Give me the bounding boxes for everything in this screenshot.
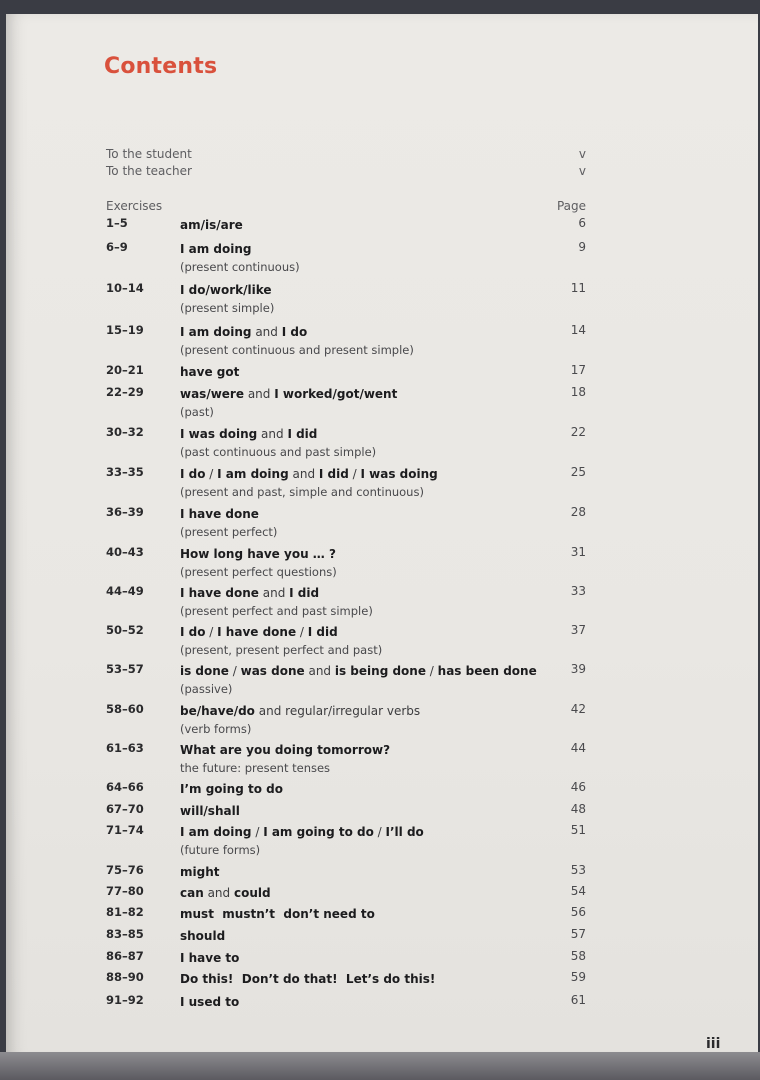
exercise-range: 10–14 — [106, 281, 144, 295]
topic-keyword: I am doing — [180, 825, 252, 839]
topic-title — [180, 323, 540, 341]
topic-title — [180, 970, 540, 988]
topic — [180, 385, 540, 421]
topic-title — [180, 884, 540, 902]
page-number: 37 — [570, 623, 586, 637]
topic — [180, 545, 540, 581]
topic-subtitle: (present perfect and past simple) — [180, 604, 373, 618]
topic — [180, 216, 540, 234]
topic-title — [180, 281, 540, 299]
exercises-header: Exercises — [106, 199, 163, 213]
exercise-range: 33–35 — [106, 465, 144, 479]
intro-row-student — [106, 147, 586, 165]
page-number: 14 — [570, 323, 586, 337]
column-header — [106, 199, 586, 213]
topic-keyword: I am doing — [180, 242, 252, 256]
exercise-range: 44–49 — [106, 584, 144, 598]
topic-connector: / — [425, 664, 438, 678]
topic — [180, 363, 540, 381]
topic-connector: and — [304, 664, 335, 678]
topic-title — [180, 385, 540, 403]
topic-keyword: I am doing — [217, 467, 289, 481]
topic-keyword: I’ll do — [385, 825, 424, 839]
page-number: 48 — [570, 802, 586, 816]
exercise-range: 30–32 — [106, 425, 144, 439]
topic-connector: / — [228, 664, 241, 678]
topic-subtitle: (present, present perfect and past) — [180, 643, 383, 657]
topic — [180, 741, 540, 777]
intro-page: v — [578, 164, 586, 178]
topic-keyword: I am going to do — [263, 825, 374, 839]
topic-connector: / — [373, 825, 386, 839]
topic — [180, 662, 540, 698]
topic-title — [180, 662, 540, 680]
topic-keyword: I did — [318, 467, 349, 481]
topic-title — [180, 863, 540, 881]
topic-keyword: I have done — [217, 625, 297, 639]
page-title: Contents — [104, 54, 218, 79]
topic-title — [180, 905, 540, 923]
topic-keyword: might — [180, 865, 220, 879]
exercise-range: 22–29 — [106, 385, 144, 399]
topic-keyword: am/is/are — [180, 218, 243, 232]
exercise-range: 64–66 — [106, 780, 144, 794]
topic-connector: / — [348, 467, 361, 481]
topic-title — [180, 216, 540, 234]
topic-keyword: should — [180, 929, 226, 943]
page-number: 9 — [578, 240, 586, 254]
topic-keyword: How long have you … ? — [180, 547, 336, 561]
topic-subtitle: (present continuous and present simple) — [180, 343, 414, 357]
intro-label: To the teacher — [106, 164, 192, 178]
topic-title — [180, 465, 540, 483]
page-number: 42 — [570, 702, 586, 716]
topic-title — [180, 505, 540, 523]
page-header: Page — [556, 199, 586, 213]
page-number: 31 — [570, 545, 586, 559]
topic-keyword: I do — [281, 325, 308, 339]
topic-keyword: has been done — [437, 664, 537, 678]
topic-keyword: is done — [180, 664, 229, 678]
page-number: 58 — [570, 949, 586, 963]
topic-connector: and — [288, 467, 319, 481]
topic-title — [180, 363, 540, 381]
topic — [180, 802, 540, 820]
topic-subtitle: (passive) — [180, 682, 233, 696]
topic — [180, 905, 540, 923]
topic-subtitle: (past) — [180, 405, 214, 419]
topic — [180, 584, 540, 620]
topic — [180, 425, 540, 461]
exercise-range: 91–92 — [106, 993, 144, 1007]
topic-title — [180, 584, 540, 602]
topic — [180, 323, 540, 359]
exercise-range: 71–74 — [106, 823, 144, 837]
page-number: 25 — [570, 465, 586, 479]
page-number: 28 — [570, 505, 586, 519]
topic — [180, 927, 540, 945]
exercise-range: 86–87 — [106, 949, 144, 963]
topic-keyword: I have to — [180, 951, 240, 965]
topic-title — [180, 823, 540, 841]
topic-keyword: Do this! Don’t do that! Let’s do this! — [180, 972, 436, 986]
topic — [180, 702, 540, 738]
intro-page: v — [578, 147, 586, 161]
topic-subtitle: (present perfect questions) — [180, 565, 337, 579]
topic-subtitle: (verb forms) — [180, 722, 252, 736]
page-number: 17 — [570, 363, 586, 377]
page-number: 51 — [570, 823, 586, 837]
topic-keyword: I do — [180, 467, 206, 481]
page-number: 33 — [570, 584, 586, 598]
exercise-range: 53–57 — [106, 662, 144, 676]
topic — [180, 240, 540, 276]
exercise-range: 20–21 — [106, 363, 144, 377]
topic-title — [180, 702, 540, 720]
topic-connector: and — [257, 427, 288, 441]
exercise-range: 88–90 — [106, 970, 144, 984]
topic-subtitle: the future: present tenses — [180, 761, 331, 775]
topic-title — [180, 993, 540, 1011]
page-number: 11 — [570, 281, 586, 295]
topic-keyword: I did — [287, 427, 318, 441]
topic — [180, 780, 540, 798]
exercise-range: 50–52 — [106, 623, 144, 637]
topic-title — [180, 545, 540, 563]
topic — [180, 993, 540, 1011]
topic-keyword: What are you doing tomorrow? — [180, 743, 391, 757]
topic-subtitle: (present perfect) — [180, 525, 278, 539]
topic-keyword: be/have/do — [180, 704, 255, 718]
topic-connector: / — [205, 625, 218, 639]
topic-keyword: can — [180, 886, 204, 900]
topic — [180, 949, 540, 967]
exercise-range: 67–70 — [106, 802, 144, 816]
topic-connector: and — [244, 387, 275, 401]
topic-keyword: I do/work/like — [180, 283, 272, 297]
topic-title — [180, 425, 540, 443]
topic-keyword: have got — [180, 365, 240, 379]
topic-connector: / — [296, 625, 308, 639]
topic-connector: and regular/irregular verbs — [254, 704, 421, 718]
topic-keyword: I used to — [180, 995, 240, 1009]
exercise-range: 77–80 — [106, 884, 144, 898]
page-number: 18 — [570, 385, 586, 399]
exercise-range: 61–63 — [106, 741, 144, 755]
folio-number: iii — [706, 1036, 721, 1052]
topic — [180, 623, 540, 659]
topic-keyword: I’m going to do — [180, 782, 283, 796]
exercise-range: 36–39 — [106, 505, 144, 519]
exercise-range: 83–85 — [106, 927, 144, 941]
intro-row-teacher — [106, 164, 586, 182]
topic-keyword: must mustn’t don’t need to — [180, 907, 375, 921]
exercise-range: 1–5 — [106, 216, 128, 230]
page-number: 44 — [570, 741, 586, 755]
topic — [180, 863, 540, 881]
exercise-range: 6–9 — [106, 240, 128, 254]
page-number: 46 — [570, 780, 586, 794]
topic — [180, 884, 540, 902]
topic-subtitle: (future forms) — [180, 843, 261, 857]
topic-keyword: I was doing — [180, 427, 258, 441]
topic-subtitle: (present and past, simple and continuous) — [180, 485, 424, 499]
topic-keyword: will/shall — [180, 804, 240, 818]
topic — [180, 505, 540, 541]
topic-subtitle: (past continuous and past simple) — [180, 445, 377, 459]
page-number: 53 — [570, 863, 586, 877]
topic-keyword: was/were — [180, 387, 244, 401]
page-number: 59 — [570, 970, 586, 984]
topic-keyword: I have done — [180, 507, 259, 521]
topic-keyword: is being done — [334, 664, 426, 678]
topic-connector: / — [251, 825, 264, 839]
exercise-range: 75–76 — [106, 863, 144, 877]
topic-subtitle: (present simple) — [180, 301, 275, 315]
page-number: 56 — [570, 905, 586, 919]
page-number: 61 — [570, 993, 586, 1007]
intro-label: To the student — [106, 147, 192, 161]
page-edge — [0, 1052, 760, 1080]
topic-connector: and — [251, 325, 282, 339]
topic-keyword: was done — [240, 664, 305, 678]
page-number: 57 — [570, 927, 586, 941]
book-page — [6, 14, 758, 1060]
page-number: 39 — [570, 662, 586, 676]
topic-title — [180, 927, 540, 945]
topic-subtitle: (present continuous) — [180, 260, 300, 274]
topic-connector: and — [203, 886, 234, 900]
topic-title — [180, 623, 540, 641]
topic-keyword: I was doing — [360, 467, 438, 481]
page-number: 54 — [570, 884, 586, 898]
topic-keyword: I worked/got/went — [274, 387, 398, 401]
topic — [180, 465, 540, 501]
topic-title — [180, 780, 540, 798]
topic-keyword: I do — [180, 625, 206, 639]
topic — [180, 823, 540, 859]
topic-title — [180, 240, 540, 258]
topic-title — [180, 741, 540, 759]
page-number: 22 — [570, 425, 586, 439]
topic-title — [180, 949, 540, 967]
exercise-range: 81–82 — [106, 905, 144, 919]
topic — [180, 970, 540, 988]
topic-keyword: I did — [289, 586, 320, 600]
topic-keyword: I did — [307, 625, 338, 639]
exercise-range: 40–43 — [106, 545, 144, 559]
exercise-range: 15–19 — [106, 323, 144, 337]
topic-connector: / — [205, 467, 218, 481]
topic-connector: and — [258, 586, 290, 600]
topic — [180, 281, 540, 317]
topic-keyword: could — [233, 886, 271, 900]
topic-title — [180, 802, 540, 820]
topic-keyword: I am doing — [180, 325, 252, 339]
page-number: 6 — [578, 216, 586, 230]
topic-keyword: I have done — [180, 586, 259, 600]
exercise-range: 58–60 — [106, 702, 144, 716]
